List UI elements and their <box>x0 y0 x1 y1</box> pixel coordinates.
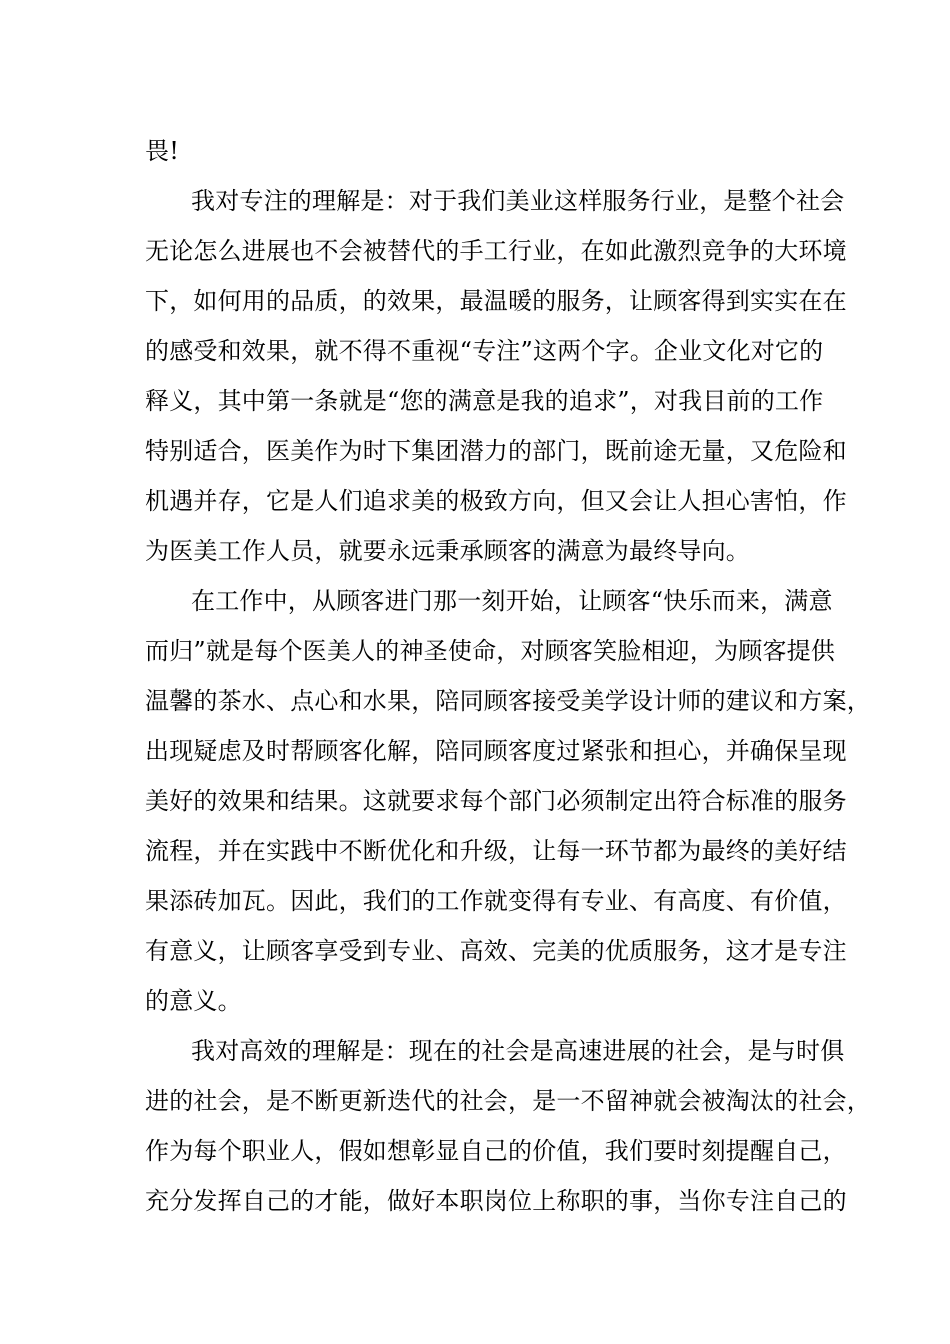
text-line: 释义，其中第一条就是“您的满意是我的追求”，对我目前的工作 <box>145 387 824 415</box>
paragraph-first-line: 我对高效的理解是：现在的社会是高速进展的社会，是与时俱 <box>191 1037 845 1065</box>
text-line: 果添砖加瓦。因此，我们的工作就变得有专业、有高度、有价值， <box>145 887 847 915</box>
body-text <box>145 126 871 1226</box>
text-line: 特别适合，医美作为时下集团潜力的部门，既前途无量，又危险和 <box>145 437 847 465</box>
text-line: 流程，并在实践中不断优化和升级，让每一环节都为最终的美好结 <box>145 837 847 865</box>
text-line: 的感受和效果，就不得不重视“专注”这两个字。企业文化对它的 <box>145 337 824 365</box>
paragraph-first-line: 在工作中，从顾客进门那一刻开始，让顾客“快乐而来，满意 <box>191 587 833 615</box>
text-line: 充分发挥自己的才能，做好本职岗位上称职的事，当你专注自己的 <box>145 1187 847 1215</box>
text-line: 出现疑虑及时帮顾客化解，陪同顾客度过紧张和担心，并确保呈现 <box>145 737 847 765</box>
text-line: 为医美工作人员，就要永远秉承顾客的满意为最终导向。 <box>145 537 750 565</box>
text-line: 作为每个职业人，假如想彰显自己的价值，我们要时刻提醒自己， <box>145 1137 847 1165</box>
text-line: 温馨的茶水、点心和水果，陪同顾客接受美学设计师的建议和方案， <box>145 687 871 715</box>
text-line: 进的社会，是不断更新迭代的社会，是一不留神就会被淘汰的社会， <box>145 1087 871 1115</box>
text-line: 无论怎么进展也不会被替代的手工行业，在如此激烈竞争的大环境 <box>145 237 847 265</box>
text-line: 美好的效果和结果。这就要求每个部门必须制定出符合标准的服务 <box>145 787 847 815</box>
text-line: 下，如何用的品质，的效果，最温暖的服务，让顾客得到实实在在 <box>145 287 847 315</box>
text-line: 而归”就是每个医美人的神圣使命，对顾客笑脸相迎，为顾客提供 <box>145 637 836 665</box>
text-line: 畏! <box>145 137 180 165</box>
paragraph-first-line: 我对专注的理解是：对于我们美业这样服务行业，是整个社会 <box>191 187 845 215</box>
text-line: 机遇并存，它是人们追求美的极致方向，但又会让人担心害怕，作 <box>145 487 847 515</box>
text-line: 的意义。 <box>145 987 242 1015</box>
text-line: 有意义，让顾客享受到专业、高效、完美的优质服务，这才是专注 <box>145 937 847 965</box>
